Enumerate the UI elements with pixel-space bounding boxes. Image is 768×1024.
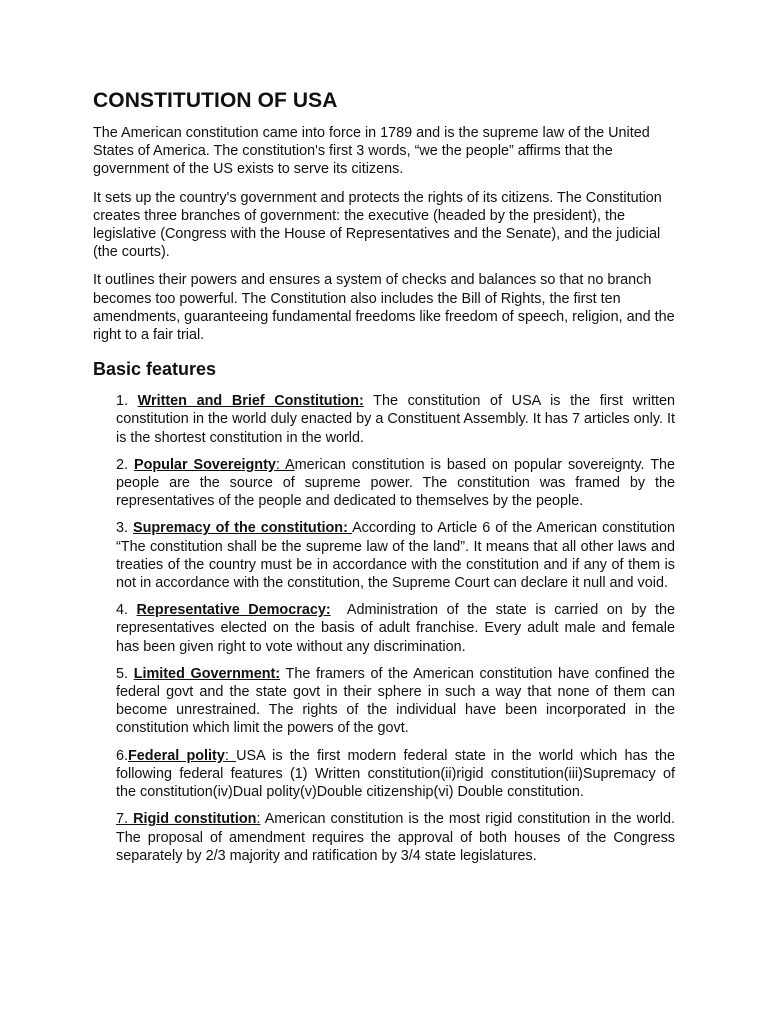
feature-separator	[364, 393, 373, 409]
feature-term: Written and Brief Constitution:	[137, 393, 364, 410]
feature-separator	[331, 602, 347, 618]
feature-item-federal-polity	[116, 747, 675, 802]
feature-text: USA is the first modern federal state in the world which has the following federal features (1) Written constitution(ii)rigid constitution(iii)Supremacy of the constitution(iv)Dual polity(v)Double citizenship(vi) Double constitution.	[116, 747, 676, 801]
feature-text: Administration of the state is carried on by the representatives elected on the basis of adult franchise. Every adult male and female has been given right to vote without any discrimination.	[116, 602, 676, 655]
section-heading-basic-features: Basic features	[93, 359, 217, 380]
feature-term: Supremacy of the constitution:	[133, 520, 348, 537]
feature-item-popular-sovereignty	[116, 456, 675, 511]
feature-separator: : A	[275, 456, 295, 473]
feature-number: 2.	[116, 456, 134, 473]
feature-item-representative-democracy	[116, 601, 675, 656]
feature-text: merican constitution is based on popular sovereignty. The people are the source of supreme power. The constitution was framed by the representatives of the people and dedicated to themselves by the people.	[116, 456, 675, 510]
feature-list	[93, 392, 675, 865]
feature-term: Rigid constitution	[133, 811, 257, 828]
feature-separator: :	[256, 811, 261, 828]
feature-separator: :	[224, 747, 237, 764]
feature-number: 4.	[116, 602, 137, 619]
feature-item-limited-government	[116, 665, 675, 738]
feature-term: Federal polity	[128, 747, 225, 764]
feature-number: 1.	[116, 393, 138, 410]
feature-term: Representative Democracy:	[136, 602, 331, 619]
feature-term: Popular Sovereignty	[133, 456, 276, 473]
feature-text: According to Article 6 of the American constitution “The constitution shall be the supreme law of the land”. It means that all other laws and treaties of the country must be in accordance with the constitution and if any of them is not in accordance with the constitution, the Supreme Court can declare it null and void.	[116, 520, 675, 592]
feature-term: Limited Government:	[133, 665, 281, 682]
intro-paragraph-3: It outlines their powers and ensures a system of checks and balances so that no branch becomes too powerful. The Constitution also includes the Bill of Rights, the first ten amendments, guaranteeing fundamental freedoms like freedom of speech, religion, and the right to a fair trial.	[93, 272, 675, 344]
feature-number: 7.	[116, 811, 134, 828]
intro-paragraph-2: It sets up the country's government and protects the rights of its citizens. The Constitution creates three branches of government: the executive (headed by the president), the legislative (Congress with the House of Representatives and the Senate), and the judicial (the courts).	[93, 189, 662, 261]
feature-item-rigid-constitution	[116, 810, 675, 865]
feature-text: American constitution is the most rigid constitution in the world. The proposal of amendment requires the approval of both houses of the Congress separately by 2/3 majority and ratification by 3/4 state legislatures.	[116, 811, 675, 864]
feature-number: 3.	[116, 520, 133, 537]
feature-number: 6.	[116, 747, 129, 764]
intro-paragraph-1: The American constitution came into force in 1789 and is the supreme law of the United States of America. The constitution's first 3 words, “we the people” affirms that the government of the US exists to serve its citizens.	[93, 125, 650, 178]
document-page	[93, 88, 675, 874]
feature-text: The constitution of USA is the first written constitution in the world duly enacted by a Constituent Assembly. It has 7 articles only. It is the shortest constitution in the world.	[116, 393, 675, 446]
feature-item-supremacy	[116, 519, 675, 592]
document-title: CONSTITUTION OF USA	[93, 89, 338, 112]
feature-number: 5.	[116, 665, 134, 682]
feature-item-written-constitution	[116, 392, 675, 447]
feature-text: The framers of the American constitution have confined the federal govt and the state govt in their sphere in such a way that none of them can become unrestrained. The rights of the individual have been incorporated in the constitution which limit the powers of the govt.	[116, 665, 675, 737]
